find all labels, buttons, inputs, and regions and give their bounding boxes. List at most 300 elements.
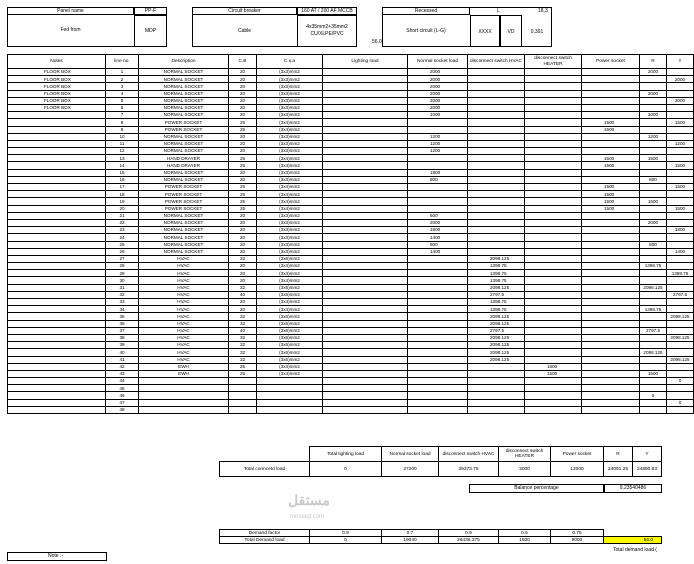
cell-description: NORMAL SOCKET [139,83,229,90]
cell-notes [8,356,106,363]
cell-heater [525,356,582,363]
cell-csa: (3x3)mm2 [257,219,323,226]
cell-csa: (3x3)mm2 [257,227,323,234]
cell-normal [408,184,468,191]
cell-power [582,219,640,226]
table-row [8,270,694,277]
col-r: R [640,55,667,69]
cell-description: POWER SOCKET [139,184,229,191]
demand-factor-blank [604,530,633,537]
col-description: Description [139,55,229,69]
table-row [8,205,694,212]
cell-y [667,342,694,349]
cell-r [640,406,667,413]
cell-hvac [468,378,525,385]
cell-description [139,385,229,392]
cell-description: NORMAL SOCKET [139,76,229,83]
summary-head-normal: Normal socket load [382,447,439,462]
cell-normal [408,255,468,262]
cell-notes [8,155,106,162]
cell-power [582,334,640,341]
cell-heater [525,270,582,277]
cell-normal: 1400 [408,234,468,241]
cell-normal [408,284,468,291]
cell-power [582,148,640,155]
table-row [8,234,694,241]
table-row [8,378,694,385]
cell-cb: 25 [229,162,257,169]
cell-description: EWH [139,363,229,370]
cell-normal [408,155,468,162]
cell-hvac [468,83,525,90]
cell-y: 2000 [667,97,694,104]
cell-description: POWER SOCKET [139,205,229,212]
cell-heater [525,112,582,119]
total-connected-power: 12000 [551,462,604,477]
cell-line-no: 11 [106,140,139,147]
cell-r [640,270,667,277]
cell-r [640,385,667,392]
cell-csa: (3x3)mm2 [257,148,323,155]
cell-notes [8,277,106,284]
table-row [8,191,694,198]
cell-power: 1500 [582,191,640,198]
table-row [8,277,694,284]
cell-description: HVAC [139,342,229,349]
cell-r: 1398.75 [640,263,667,270]
cell-description: HVAC [139,306,229,313]
cell-notes [8,169,106,176]
cell-y [667,306,694,313]
cell-normal: 600 [408,212,468,219]
cell-y [667,176,694,183]
l-label: L [497,8,500,14]
cell-notes [8,306,106,313]
cell-hvac [468,148,525,155]
cell-description: NORMAL SOCKET [139,248,229,255]
cell-power: 1500 [582,126,640,133]
short-circuit-label: Short circuit (L-G) [406,28,446,34]
cell-cb: 20 [229,169,257,176]
table-row [8,184,694,191]
cell-cb [229,385,257,392]
cell-notes [8,184,106,191]
cell-heater [525,69,582,76]
cell-line-no: 32 [106,291,139,298]
cell-hvac: 1398.75 [468,263,525,270]
cell-normal [408,399,468,406]
cell-notes [8,270,106,277]
cell-notes [8,191,106,198]
summary-head-power: Power socket [551,447,604,462]
cell-description: HVAC [139,284,229,291]
cell-r [640,83,667,90]
cell-hvac: 2098.125 [468,334,525,341]
cell-normal [408,270,468,277]
cell-csa: (3x4)mm2 [257,270,323,277]
cell-r [640,148,667,155]
cell-line-no: 27 [106,255,139,262]
cell-lighting [323,313,408,320]
cell-hvac [468,97,525,104]
cell-lighting [323,140,408,147]
cell-r [640,356,667,363]
cell-notes: FLOOR BOX [8,76,106,83]
cell-y [667,83,694,90]
cell-power [582,342,640,349]
cell-heater [525,349,582,356]
cell-description: HVAC [139,349,229,356]
cable-value-2: CU/XLPE/PVC [310,31,344,37]
cell-lighting [323,205,408,212]
cell-cb: 20 [229,234,257,241]
cell-notes [8,284,106,291]
cell-csa: (3x6)mm2 [257,291,323,298]
cell-csa [257,392,323,399]
cell-cb: 32 [229,349,257,356]
col-cb: C.B [229,55,257,69]
table-row [8,227,694,234]
table-row [8,248,694,255]
cell-power [582,234,640,241]
table-row [8,255,694,262]
cell-description: POWER SOCKET [139,126,229,133]
cell-line-no: 23 [106,227,139,234]
cell-csa: (3x3)mm2 [257,234,323,241]
cell-notes [8,406,106,413]
cell-lighting [323,227,408,234]
cell-csa: (3x4)mm2 [257,119,323,126]
cell-cb [229,406,257,413]
cell-line-no: 7 [106,112,139,119]
cell-line-no: 40 [106,349,139,356]
cell-power [582,370,640,377]
cell-line-no: 3 [106,83,139,90]
cell-hvac [468,248,525,255]
cell-hvac [468,126,525,133]
table-row [8,90,694,97]
cell-hvac: 2098.125 [468,255,525,262]
cell-r [640,291,667,298]
cell-y [667,169,694,176]
cell-y: 1200 [667,140,694,147]
cell-y [667,155,694,162]
cell-power [582,97,640,104]
cell-csa: (3x3)mm2 [257,97,323,104]
cell-notes [8,349,106,356]
cell-description: EWH [139,370,229,377]
cell-hvac [468,112,525,119]
cell-description: NORMAL SOCKET [139,104,229,111]
vd-value: 0.391 [530,29,544,35]
cell-hvac: 2098.125 [468,349,525,356]
cell-cb: 25 [229,119,257,126]
cell-csa: (3x4)mm2 [257,184,323,191]
cell-power [582,378,640,385]
summary-head-r: R [604,447,633,462]
cell-r: 2797.5 [640,327,667,334]
cell-notes [8,392,106,399]
cell-line-no: 24 [106,234,139,241]
cell-heater [525,155,582,162]
summary-table [219,446,662,477]
cell-heater [525,284,582,291]
table-row [8,342,694,349]
cell-normal [408,119,468,126]
cell-y: 1800 [667,227,694,234]
cell-normal [408,356,468,363]
cell-normal [408,291,468,298]
cell-hvac: 2098.125 [468,320,525,327]
cell-notes [8,133,106,140]
cell-y [667,363,694,370]
total-connected-r: 24091.25 [604,462,633,477]
table-row [8,69,694,76]
cell-heater [525,327,582,334]
cell-power [582,263,640,270]
cell-notes [8,176,106,183]
cell-normal [408,191,468,198]
cell-r [640,97,667,104]
cell-csa: (3x3)mm2 [257,241,323,248]
cell-notes [8,370,106,377]
cell-y [667,327,694,334]
cell-power [582,399,640,406]
cell-cb: 20 [229,277,257,284]
table-row [8,83,694,90]
cell-lighting [323,306,408,313]
col-heater: disconnect switch HEATER [525,55,582,69]
cell-r [640,378,667,385]
cell-power [582,270,640,277]
cell-hvac [468,234,525,241]
cell-csa: (3x3)mm2 [257,140,323,147]
cell-y [667,133,694,140]
cell-normal [408,263,468,270]
cell-csa: (3x3)mm2 [257,69,323,76]
cell-description: POWER SOCKET [139,119,229,126]
cell-description: NORMAL SOCKET [139,69,229,76]
cell-line-no: 1 [106,69,139,76]
cell-hvac [468,219,525,226]
cell-heater [525,205,582,212]
cell-normal [408,299,468,306]
cell-y [667,191,694,198]
cell-y [667,69,694,76]
cell-lighting [323,370,408,377]
table-row [8,334,694,341]
cell-power [582,227,640,234]
cell-line-no: 2 [106,76,139,83]
cell-normal [408,306,468,313]
cell-line-no: 19 [106,198,139,205]
cell-cb: 25 [229,191,257,198]
cell-line-no: 41 [106,356,139,363]
cell-notes [8,399,106,406]
cell-line-no: 22 [106,219,139,226]
fed-from-value: MDP [144,28,157,34]
cell-line-no: 9 [106,126,139,133]
cell-hvac [468,392,525,399]
total-connected-label: Total conncetd load [220,462,310,477]
cell-normal: 1200 [408,140,468,147]
cell-lighting [323,198,408,205]
cell-normal: 2000 [408,104,468,111]
cell-description: HVAC [139,263,229,270]
cell-hvac [468,227,525,234]
table-row [8,148,694,155]
cell-csa: (3x6)mm2 [257,284,323,291]
cell-normal: 800 [408,241,468,248]
cell-r [640,162,667,169]
cell-power [582,327,640,334]
cell-notes [8,320,106,327]
total-connected-hvac: 29373.75 [439,462,499,477]
cell-heater [525,212,582,219]
summary-head-lighting: Total lighting load [310,447,382,462]
cell-csa: (3x6)mm2 [257,320,323,327]
cell-notes [8,119,106,126]
cell-heater [525,126,582,133]
cell-heater: 1500 [525,363,582,370]
cell-lighting [323,327,408,334]
cell-power [582,83,640,90]
total-connected-lighting: 0 [310,462,382,477]
cell-csa: (3x4)mm2 [257,263,323,270]
cell-heater [525,184,582,191]
cell-y [667,255,694,262]
cell-r: 2000 [640,219,667,226]
cell-lighting [323,363,408,370]
cell-csa: (3x3)mm2 [257,248,323,255]
col-hvac: disconnect switch HVAC [468,55,525,69]
cell-line-no: 15 [106,169,139,176]
cell-r [640,320,667,327]
cell-normal [408,334,468,341]
cell-heater [525,320,582,327]
cell-r [640,299,667,306]
cell-cb: 20 [229,140,257,147]
cell-normal [408,313,468,320]
cell-csa: (3x6)mm2 [257,327,323,334]
cell-y [667,241,694,248]
cell-normal [408,363,468,370]
panel-name-label: Panel name [57,8,84,14]
cell-r [640,140,667,147]
cell-csa: (3x4)mm2 [257,191,323,198]
cell-cb: 20 [229,270,257,277]
cell-normal [408,162,468,169]
cell-normal: 2000 [408,83,468,90]
cell-r [640,363,667,370]
cell-r: 1398.75 [640,306,667,313]
cell-csa: (3x4)mm2 [257,205,323,212]
cell-cb: 20 [229,212,257,219]
cell-cb: 20 [229,299,257,306]
cell-line-no: 10 [106,133,139,140]
cell-cb: 20 [229,227,257,234]
cell-description: HVAC [139,313,229,320]
total-demand-row [220,537,662,544]
cell-description: HVAC [139,327,229,334]
cell-normal: 1400 [408,248,468,255]
total-connected-y: 24890.63 [633,462,662,477]
cell-notes [8,140,106,147]
cell-heater [525,241,582,248]
table-row [8,263,694,270]
cell-y [667,299,694,306]
cell-heater [525,291,582,298]
cell-normal: 2000 [408,69,468,76]
summary-head-y: Y [633,447,662,462]
cell-cb: 20 [229,248,257,255]
col-line-no: line no. [106,55,139,69]
cell-csa: (3x6)mm2 [257,342,323,349]
cell-cb: 20 [229,112,257,119]
cell-power [582,299,640,306]
total-demand-normal: 19040 [382,537,439,544]
cell-y: 2098.125 [667,334,694,341]
cell-power [582,363,640,370]
cell-cb: 20 [229,104,257,111]
cell-csa: (3x4)mm2 [257,155,323,162]
cell-line-no: 43 [106,370,139,377]
table-row [8,385,694,392]
cell-lighting [323,162,408,169]
cell-heater [525,385,582,392]
cell-power [582,169,640,176]
cell-lighting [323,342,408,349]
cell-lighting [323,126,408,133]
cell-csa: (3x3)mm2 [257,176,323,183]
table-body [8,69,694,414]
cell-line-no: 6 [106,104,139,111]
col-power-socket: Power socket [582,55,640,69]
cell-r: 800 [640,241,667,248]
cell-y [667,112,694,119]
cell-y [667,277,694,284]
cell-line-no: 14 [106,162,139,169]
cell-r: 1500 [640,198,667,205]
cell-y: 1500 [667,162,694,169]
cell-r [640,191,667,198]
cell-csa: (3x3)mm2 [257,212,323,219]
cell-heater [525,392,582,399]
cell-lighting [323,356,408,363]
table-row [8,155,694,162]
cell-cb: 25 [229,363,257,370]
cell-power [582,392,640,399]
cell-description: HVAC [139,277,229,284]
cell-hvac [468,76,525,83]
cell-line-no: 20 [106,205,139,212]
cell-power: 1500 [582,184,640,191]
cell-csa [257,378,323,385]
cell-hvac: 1398.75 [468,306,525,313]
cell-y: 2000 [667,76,694,83]
cell-power: 1500 [582,205,640,212]
cell-lighting [323,320,408,327]
cell-description: NORMAL SOCKET [139,148,229,155]
cell-r [640,184,667,191]
cell-normal: 2000 [408,219,468,226]
cell-notes [8,385,106,392]
cell-line-no: 16 [106,176,139,183]
cell-heater [525,299,582,306]
cell-csa: (3x3)mm2 [257,133,323,140]
cell-y [667,104,694,111]
cell-r [640,119,667,126]
